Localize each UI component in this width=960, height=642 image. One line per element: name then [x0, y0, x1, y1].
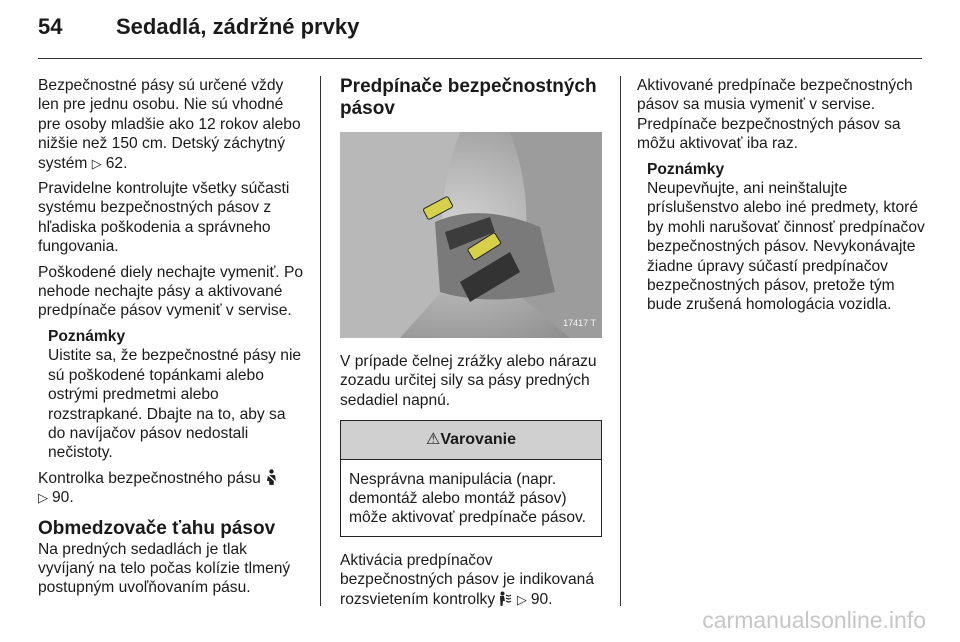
warning-header	[341, 421, 601, 459]
paragraph: V prípade čelnej zrážky alebo nárazu zozadu určitej sily sa pásy predných sedadiel napnú.	[340, 353, 597, 409]
note-box	[647, 160, 927, 315]
airbag-tensioner-warning-icon	[499, 591, 512, 606]
paragraph	[340, 551, 602, 609]
paragraph-text: Bezpečnostné pásy sú určené vždy len pre jednu osobu. Nie sú vhodné pre osoby mladšie ako 12 rokov alebo nižšie než 150 cm. Detský záchytný systém	[38, 77, 301, 172]
note-box	[48, 327, 306, 463]
paragraph: Poškodené diely nechajte vymeniť. Po nehode nechajte pásy a aktivované predpínače pásov vymeniť v servise.	[38, 263, 304, 320]
page-ref[interactable]: 90.	[530, 590, 553, 608]
paragraph-text: Kontrolka bezpečnostného pásu	[38, 469, 261, 487]
page-ref[interactable]: 90.	[52, 489, 74, 507]
page-ref-icon: ▷	[516, 591, 527, 607]
warning-box	[340, 420, 602, 537]
note-text: Uistite sa, že bezpečnostné pásy nie sú poškodené topánkami alebo ostrými predmetmi alebo rozstrapkané. Dbajte na to, aby sa do navíjačov pásov nedostali nečistoty.	[48, 347, 302, 462]
paragraph: Aktivované predpínače bezpečnostných pásov sa musia vymeniť v servise. Predpínače bezpečnostných pásov sa môžu aktivovať iba raz.	[637, 77, 913, 153]
note-text: Neupevňujte, ani neinštalujte príslušenstvo alebo iné predmety, ktoré by mohli narušovať činnosť predpínačov bezpečnostných pásov. Nevykonávajte žiadne úpravy súčastí predpínačov bezpečnostných pásov, pretože tým bude zrušená homologácia vozidla.	[647, 180, 925, 314]
note-title: Poznámky	[48, 327, 126, 345]
column-divider	[620, 76, 621, 606]
page-ref-icon: ▷	[38, 490, 48, 506]
section-heading: Predpínače bezpečnostných pásov	[340, 76, 597, 119]
page-ref-icon: ▷	[91, 155, 102, 171]
note-title: Poznámky	[647, 160, 725, 178]
page-header	[38, 14, 359, 40]
figure-id: 17417 T	[563, 317, 596, 328]
page-number: 54	[38, 14, 63, 39]
paragraph	[38, 76, 306, 173]
paragraph: Na predných sedadlách je tlak vyvíjaný na telo počas kolízie tlmený postupným uvoľňovaním pásu.	[38, 540, 291, 597]
warning-triangle-icon: ⚠	[426, 431, 441, 449]
section-heading: Obmedzovače ťahu pásov	[38, 517, 276, 539]
column-3	[637, 76, 927, 321]
header-rule	[38, 58, 922, 59]
paragraph	[38, 469, 306, 508]
paragraph: Pravidelne kontrolujte všetky súčasti systému bezpečnostných pásov z hľadiska poškodenia a správneho fungovania.	[38, 180, 290, 256]
warning-text: Nesprávna manipulácia (napr. demontáž alebo montáž pásov) môže aktivovať predpínače pásov.	[349, 470, 586, 527]
column-1	[38, 76, 306, 604]
page-ref[interactable]: 62.	[105, 154, 128, 172]
paragraph-text: Aktivácia predpínačov bezpečnostných pásov je indikovaná rozsvietením kontrolky	[340, 551, 594, 608]
seatbelt-warning-icon	[265, 469, 278, 485]
seatbelt-tensioner-figure	[340, 132, 602, 338]
column-divider	[320, 76, 321, 606]
seat-buckles-illustration	[340, 132, 602, 338]
page-title: Sedadlá, zádržné prvky	[116, 14, 360, 39]
column-2	[340, 76, 602, 615]
watermark: carmanualsonline.info	[702, 607, 926, 633]
warning-title: Varovanie	[440, 431, 516, 449]
